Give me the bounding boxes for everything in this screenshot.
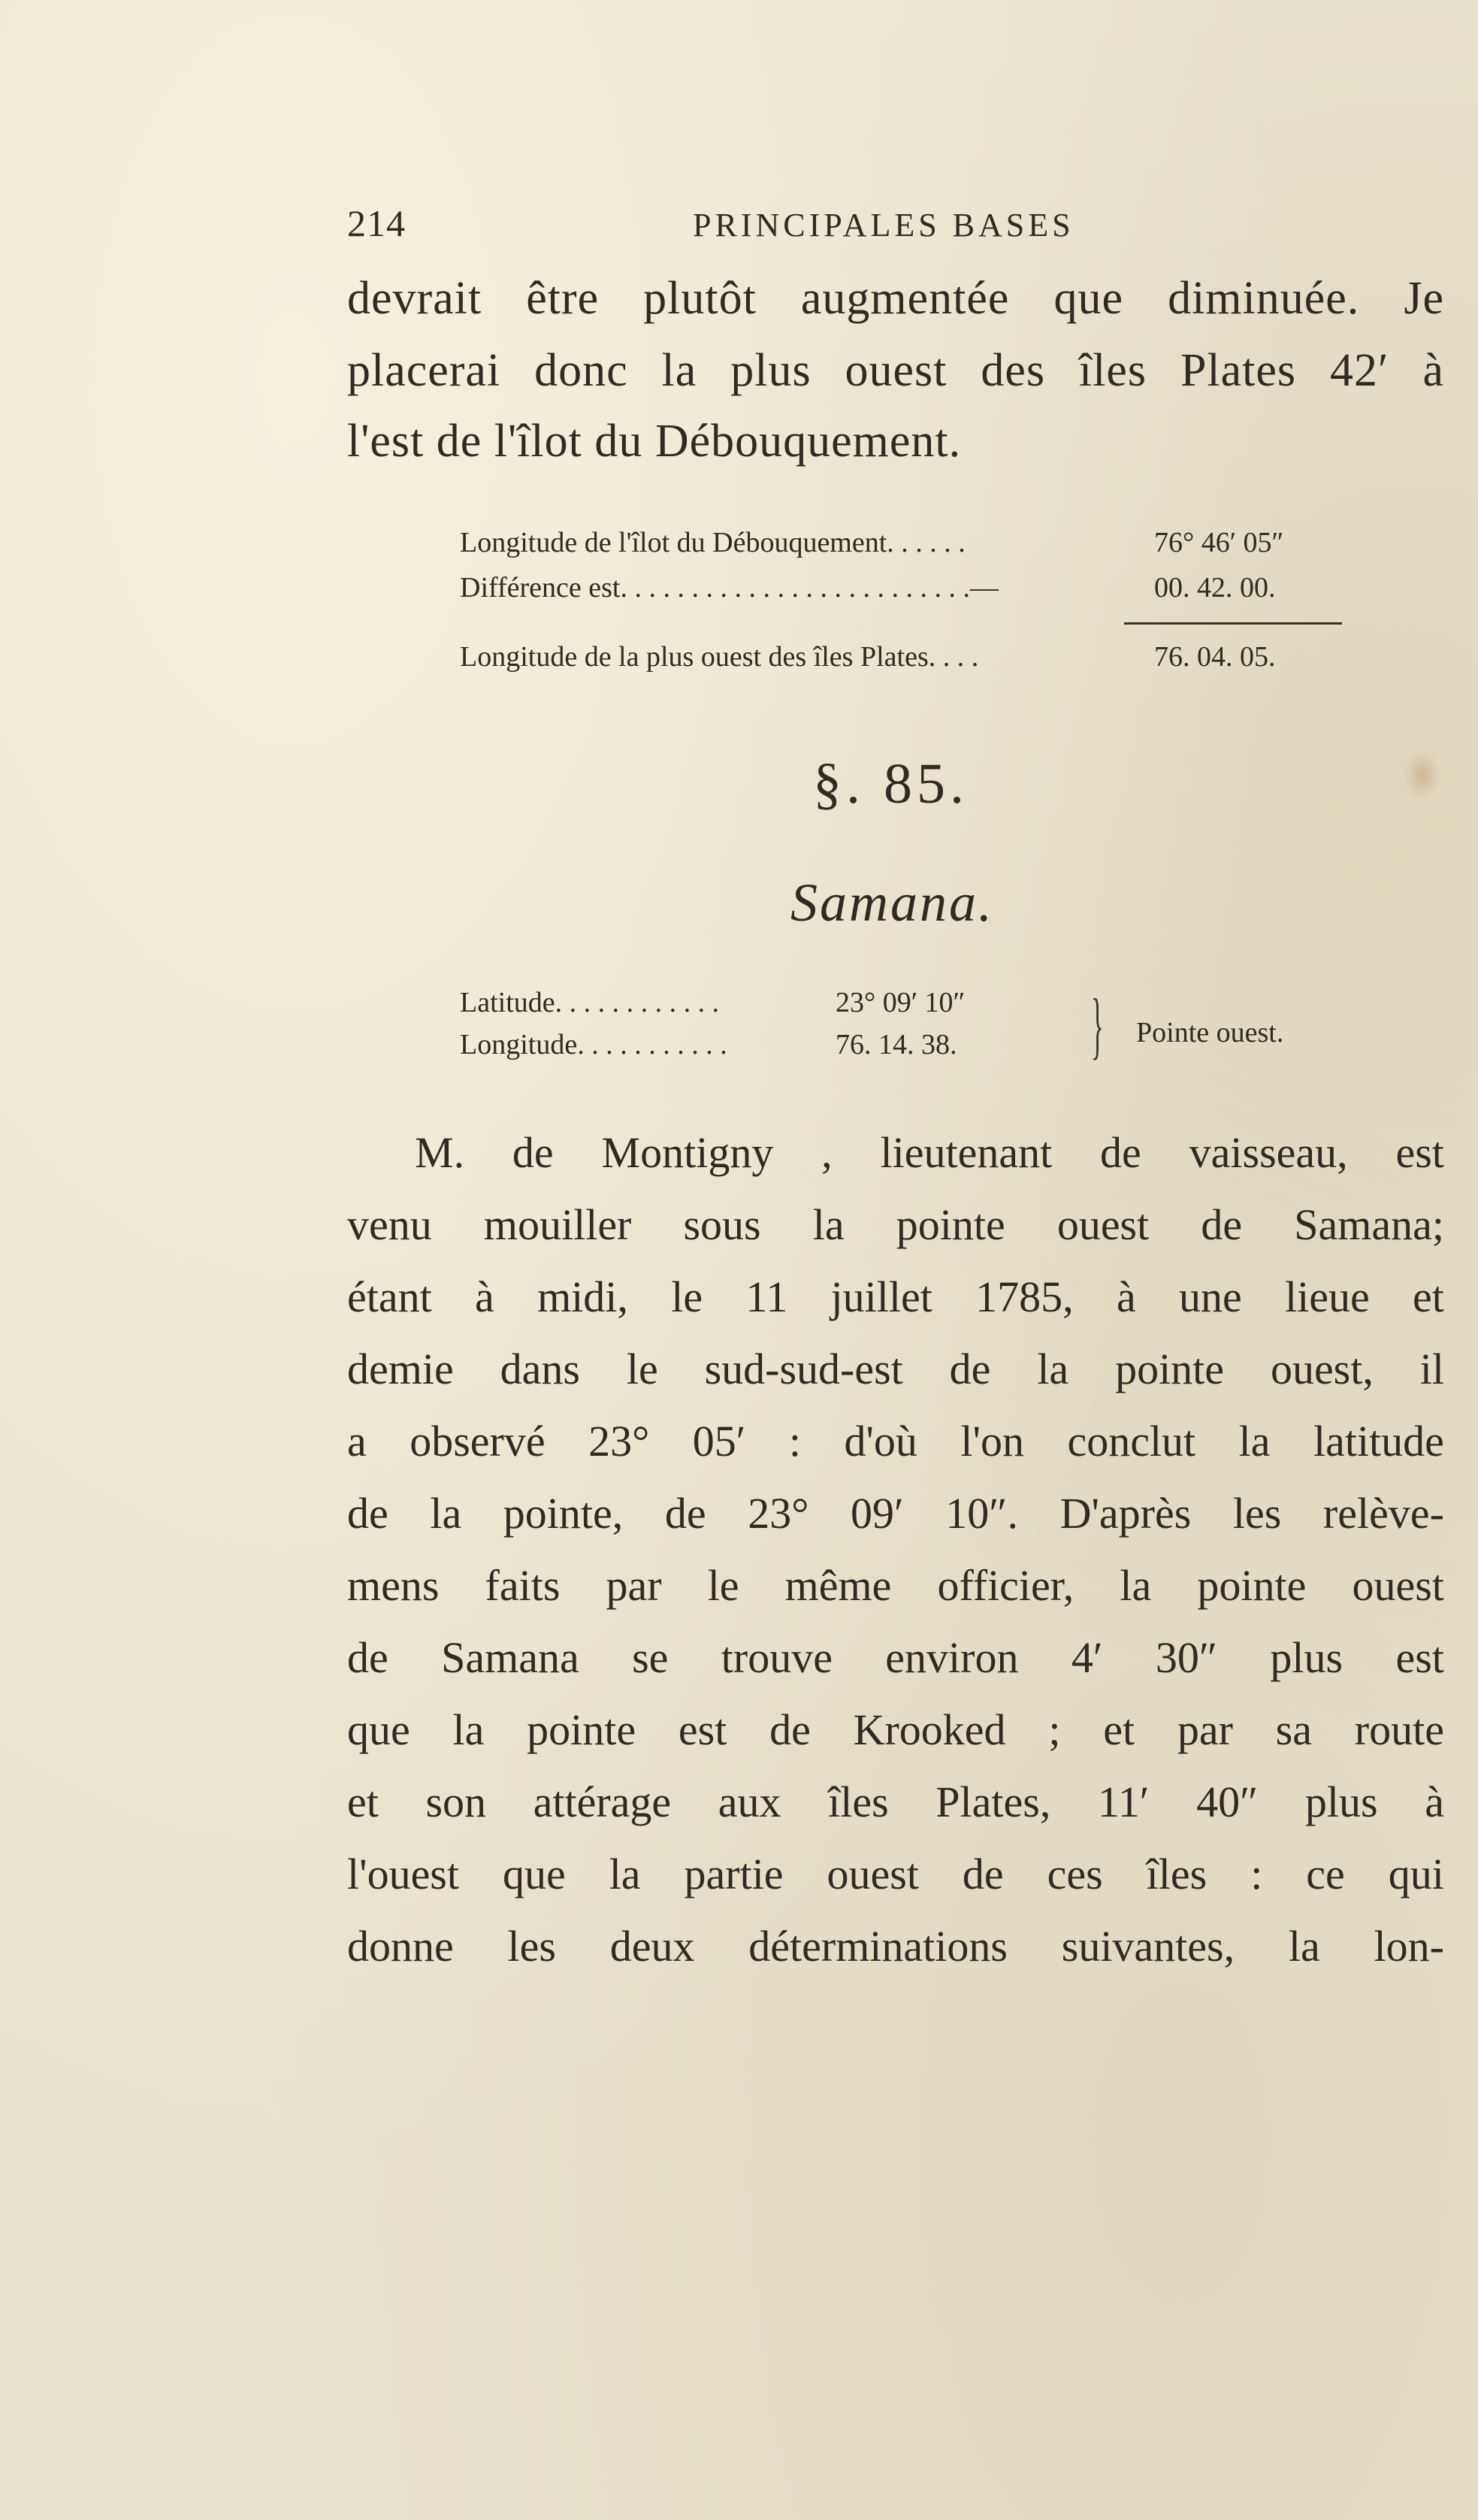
word: le xyxy=(671,1272,703,1321)
word: donne xyxy=(347,1922,454,1971)
word: à xyxy=(1116,1272,1136,1321)
word: conclut xyxy=(1067,1417,1196,1466)
intro-text: l'est de l'îlot du Débouquement. xyxy=(347,416,962,467)
section-number: §. 85. xyxy=(813,752,969,815)
paragraph-line xyxy=(347,1849,1444,1899)
word: 23° xyxy=(588,1417,650,1466)
word: 1785, xyxy=(975,1272,1074,1321)
page-header xyxy=(347,201,1099,247)
word: de xyxy=(347,1489,388,1538)
word: lieue xyxy=(1285,1272,1370,1321)
word: de xyxy=(664,1489,706,1538)
word: de xyxy=(1201,1200,1243,1249)
word: lieutenant xyxy=(880,1128,1053,1177)
word: 4′ xyxy=(1071,1633,1103,1682)
word: de xyxy=(962,1850,1004,1898)
word: ouest xyxy=(1352,1561,1444,1610)
word: demie xyxy=(347,1345,454,1393)
word: Krooked xyxy=(853,1705,1006,1754)
word: que xyxy=(502,1850,566,1898)
row-value: 76. 14. 38. xyxy=(836,1029,957,1060)
word: 10″. xyxy=(945,1489,1018,1538)
word: , xyxy=(821,1128,833,1177)
word: 05′ xyxy=(692,1417,746,1466)
paragraph-line xyxy=(347,1632,1444,1683)
row-value: 23° 09′ 10″ xyxy=(836,987,966,1018)
word: les xyxy=(507,1922,556,1971)
word: et xyxy=(347,1777,379,1826)
word: latitude xyxy=(1313,1417,1444,1466)
word: : xyxy=(788,1417,802,1466)
word: Samana; xyxy=(1294,1200,1444,1249)
word: est xyxy=(1395,1633,1444,1682)
word: îles xyxy=(1146,1850,1207,1898)
word: 09′ xyxy=(851,1489,904,1538)
table-row-total xyxy=(460,640,1347,678)
paragraph-line xyxy=(347,1272,1444,1322)
brace-glyph: } xyxy=(1091,983,1104,1066)
word: trouve xyxy=(721,1633,833,1682)
paragraph-line xyxy=(347,1488,1444,1538)
word: qui xyxy=(1388,1850,1444,1898)
word: aux xyxy=(718,1777,781,1826)
intro-text: devrait être plutôt augmentée que diminuée. Je xyxy=(347,273,1444,324)
word: par xyxy=(606,1561,662,1610)
word: dans xyxy=(500,1345,580,1393)
word: de xyxy=(512,1128,554,1177)
word: de xyxy=(347,1633,388,1682)
row-label: Longitude de la plus ouest des îles Plates. . . . xyxy=(460,641,979,673)
word: l'on xyxy=(960,1417,1024,1466)
word: pointe xyxy=(1197,1561,1307,1610)
intro-text: placerai donc la plus ouest des îles Plates 42′ à xyxy=(347,345,1444,396)
word: ce xyxy=(1306,1850,1345,1898)
word: mens xyxy=(347,1561,440,1610)
word: lon- xyxy=(1374,1922,1444,1971)
word: deux xyxy=(609,1922,695,1971)
word: pointe, xyxy=(503,1489,624,1538)
word: a xyxy=(347,1417,367,1466)
word: midi, xyxy=(537,1272,628,1321)
running-head: PRINCIPALES BASES xyxy=(693,207,1074,244)
paragraph-line xyxy=(347,1199,1444,1250)
table-row xyxy=(460,1028,1091,1066)
word: l'ouest xyxy=(347,1850,459,1898)
word: pointe xyxy=(527,1705,636,1754)
word: route xyxy=(1354,1705,1444,1754)
word: venu xyxy=(347,1200,432,1249)
table-row xyxy=(460,986,1091,1024)
word: et xyxy=(1103,1705,1135,1754)
word: la xyxy=(1120,1561,1152,1610)
word: à xyxy=(1425,1777,1444,1826)
word: même xyxy=(784,1561,892,1610)
paragraph-line xyxy=(347,1560,1444,1611)
word: de xyxy=(769,1705,811,1754)
table-row xyxy=(460,571,1347,609)
word: 40″ xyxy=(1196,1777,1259,1826)
word: la xyxy=(609,1850,641,1898)
row-label: Différence est. . . . . . . . . . . . . . . . . . . . . . . . .— xyxy=(460,572,999,604)
word: de xyxy=(949,1345,991,1393)
word: d'où xyxy=(844,1417,917,1466)
table-row xyxy=(460,526,1347,564)
word: 11′ xyxy=(1097,1777,1150,1826)
word: officier, xyxy=(937,1561,1074,1610)
word: sud-sud-est xyxy=(704,1345,903,1393)
paragraph-line xyxy=(347,1416,1444,1466)
word: juillet xyxy=(830,1272,932,1321)
word: 30″ xyxy=(1155,1633,1218,1682)
word: sa xyxy=(1275,1705,1312,1754)
word: Plates, xyxy=(935,1777,1051,1826)
word: la xyxy=(1238,1417,1271,1466)
word: ouest xyxy=(1056,1200,1150,1249)
word: déterminations xyxy=(748,1922,1008,1971)
word: 11 xyxy=(745,1272,788,1321)
row-label: Longitude. . . . . . . . . . . xyxy=(460,1029,727,1060)
word: pointe xyxy=(896,1200,1005,1249)
paragraph-line xyxy=(347,1777,1444,1827)
word: faits xyxy=(485,1561,561,1610)
coordinates-table xyxy=(460,983,1324,1076)
word: la xyxy=(430,1489,462,1538)
word: D'après xyxy=(1059,1489,1192,1538)
section-title: Samana. xyxy=(790,873,994,933)
intro-line-1 xyxy=(347,272,1444,325)
word: mouiller xyxy=(483,1200,632,1249)
paper-stain xyxy=(1404,749,1441,801)
page-number: 214 xyxy=(347,202,406,244)
row-value: 76. 04. 05. xyxy=(1154,641,1276,673)
word: à xyxy=(475,1272,494,1321)
coordinates-note: Pointe ouest. xyxy=(1136,1017,1284,1048)
word: la xyxy=(1037,1345,1069,1393)
word: pointe xyxy=(1115,1345,1225,1393)
word: 23° xyxy=(748,1489,809,1538)
word: ; xyxy=(1048,1705,1061,1754)
word: plus xyxy=(1304,1777,1378,1826)
word: attérage xyxy=(533,1777,672,1826)
row-label: Latitude. . . . . . . . . . . . xyxy=(460,987,720,1018)
word: se xyxy=(632,1633,669,1682)
word: une xyxy=(1178,1272,1242,1321)
word: relève- xyxy=(1322,1489,1444,1538)
word: : xyxy=(1250,1850,1263,1898)
word: Samana xyxy=(441,1633,579,1682)
intro-line-2 xyxy=(347,344,1444,398)
paragraph-line xyxy=(347,1344,1444,1394)
row-label: Longitude de l'îlot du Débouquement. . . . . . xyxy=(460,527,966,558)
word: de xyxy=(1100,1128,1141,1177)
word: son xyxy=(425,1777,487,1826)
word: ouest xyxy=(827,1850,919,1898)
word: vaisseau, xyxy=(1189,1128,1348,1177)
word: que xyxy=(347,1705,410,1754)
word: la xyxy=(812,1200,845,1249)
word: et xyxy=(1413,1272,1444,1321)
word: la xyxy=(1288,1922,1320,1971)
word: étant xyxy=(347,1272,432,1321)
word: il xyxy=(1419,1345,1444,1393)
intro-line-3 xyxy=(347,415,961,468)
word: les xyxy=(1232,1489,1282,1538)
word: observé xyxy=(410,1417,546,1466)
word: Montigny xyxy=(601,1128,774,1177)
word: ces xyxy=(1047,1850,1103,1898)
word: la xyxy=(452,1705,485,1754)
word: suivantes, xyxy=(1061,1922,1235,1971)
word: îles xyxy=(828,1777,889,1826)
row-value: 00. 42. 00. xyxy=(1154,572,1276,604)
sum-rule xyxy=(1124,622,1342,625)
word: ouest, xyxy=(1270,1345,1374,1393)
word: est xyxy=(678,1705,727,1754)
paragraph-line xyxy=(347,1705,1444,1755)
word: le xyxy=(626,1345,658,1393)
word: plus xyxy=(1270,1633,1343,1682)
row-value: 76° 46′ 05″ xyxy=(1154,527,1284,558)
paragraph-line xyxy=(347,1921,1444,1971)
word: sous xyxy=(683,1200,761,1249)
word: par xyxy=(1177,1705,1233,1754)
word: environ xyxy=(885,1633,1019,1682)
word: M. xyxy=(415,1128,465,1177)
paragraph-line xyxy=(415,1127,1444,1178)
word: est xyxy=(1395,1128,1444,1177)
word: partie xyxy=(684,1850,784,1898)
word: le xyxy=(707,1561,739,1610)
